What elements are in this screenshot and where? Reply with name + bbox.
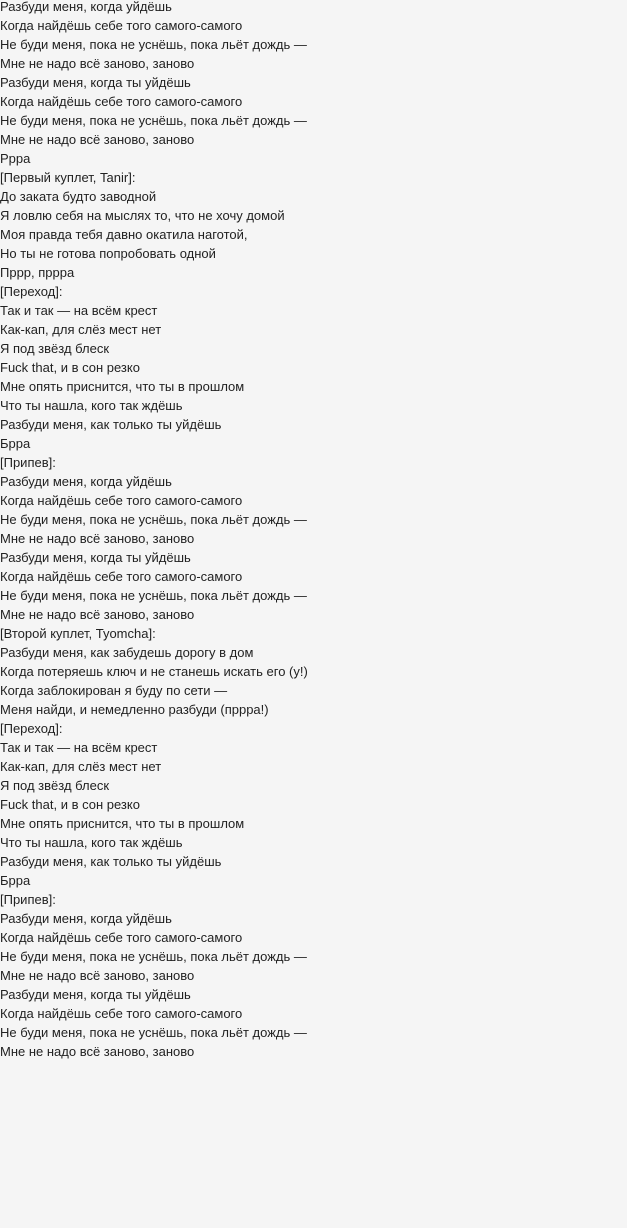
lyric-line: Мне опять приснится, что ты в прошлом: [0, 379, 245, 394]
lyric-line: Разбуди меня, как только ты уйдёшь: [0, 854, 222, 869]
lyric-line: Ррра: [0, 151, 31, 166]
lyric-line: Пррр, пррра: [0, 265, 75, 280]
lyric-line: Fuck that, и в сон резко: [0, 797, 140, 812]
lyric-line: Мне не надо всё заново, заново: [0, 531, 195, 546]
lyric-line: Так и так — на всём крест: [0, 303, 158, 318]
lyric-line: Когда найдёшь себе того самого-самого: [0, 493, 243, 508]
lyric-line: До заката будто заводной: [0, 189, 157, 204]
lyric-line: Когда найдёшь себе того самого-самого: [0, 18, 243, 33]
lyric-line: Когда найдёшь себе того самого-самого: [0, 94, 243, 109]
lyric-line: Не буди меня, пока не уснёшь, пока льёт дождь —: [0, 949, 307, 964]
lyric-line: Разбуди меня, когда ты уйдёшь: [0, 75, 191, 90]
lyric-line: Но ты не готова попробовать одной: [0, 246, 216, 261]
lyric-line: Когда найдёшь себе того самого-самого: [0, 930, 243, 945]
lyric-line: Так и так — на всём крест: [0, 740, 158, 755]
lyric-line: Не буди меня, пока не уснёшь, пока льёт дождь —: [0, 512, 307, 527]
lyric-line: Я под звёзд блеск: [0, 341, 110, 356]
lyric-line: Брра: [0, 436, 31, 451]
lyric-line: Что ты нашла, кого так ждёшь: [0, 398, 183, 413]
lyric-line: Я под звёзд блеск: [0, 778, 110, 793]
lyric-line: [Припев]:: [0, 892, 56, 907]
lyric-line: Меня найди, и немедленно разбуди (пррра!): [0, 702, 269, 717]
lyric-line: Как-кап, для слёз мест нет: [0, 759, 162, 774]
lyric-line: Разбуди меня, когда уйдёшь: [0, 474, 172, 489]
lyric-line: Когда потеряешь ключ и не станешь искать его (у!): [0, 664, 308, 679]
lyric-line: Мне не надо всё заново, заново: [0, 968, 195, 983]
lyric-line: Мне не надо всё заново, заново: [0, 1044, 195, 1059]
lyric-line: Не буди меня, пока не уснёшь, пока льёт дождь —: [0, 588, 307, 603]
lyric-line: Разбуди меня, когда уйдёшь: [0, 0, 172, 14]
lyric-line: Я ловлю себя на мыслях то, что не хочу домой: [0, 208, 285, 223]
lyric-line: [Первый куплет, Tanir]:: [0, 170, 136, 185]
lyric-line: Разбуди меня, когда ты уйдёшь: [0, 550, 191, 565]
lyric-line: [Переход]:: [0, 721, 63, 736]
lyric-line: Мне не надо всё заново, заново: [0, 132, 195, 147]
lyric-line: Брра: [0, 873, 31, 888]
lyric-line: Моя правда тебя давно окатила наготой,: [0, 227, 248, 242]
lyric-line: Не буди меня, пока не уснёшь, пока льёт дождь —: [0, 37, 307, 52]
lyric-line: Когда найдёшь себе того самого-самого: [0, 569, 243, 584]
lyric-line: Что ты нашла, кого так ждёшь: [0, 835, 183, 850]
lyric-line: Когда заблокирован я буду по сети —: [0, 683, 228, 698]
lyric-line: Мне опять приснится, что ты в прошлом: [0, 816, 245, 831]
lyric-line: Не буди меня, пока не уснёшь, пока льёт дождь —: [0, 1025, 307, 1040]
lyric-line: Разбуди меня, как только ты уйдёшь: [0, 417, 222, 432]
lyric-line: [Переход]:: [0, 284, 63, 299]
lyric-line: Разбуди меня, как забудешь дорогу в дом: [0, 645, 254, 660]
lyric-line: Мне не надо всё заново, заново: [0, 607, 195, 622]
lyric-line: Когда найдёшь себе того самого-самого: [0, 1006, 243, 1021]
lyric-line: [Припев]:: [0, 455, 56, 470]
lyric-line: Мне не надо всё заново, заново: [0, 56, 195, 71]
lyric-line: Не буди меня, пока не уснёшь, пока льёт дождь —: [0, 113, 307, 128]
lyric-line: Разбуди меня, когда ты уйдёшь: [0, 987, 191, 1002]
lyric-line: [Второй куплет, Tyomcha]:: [0, 626, 156, 641]
lyric-line: Как-кап, для слёз мест нет: [0, 322, 162, 337]
lyric-line: Разбуди меня, когда уйдёшь: [0, 911, 172, 926]
lyric-line: Fuck that, и в сон резко: [0, 360, 140, 375]
